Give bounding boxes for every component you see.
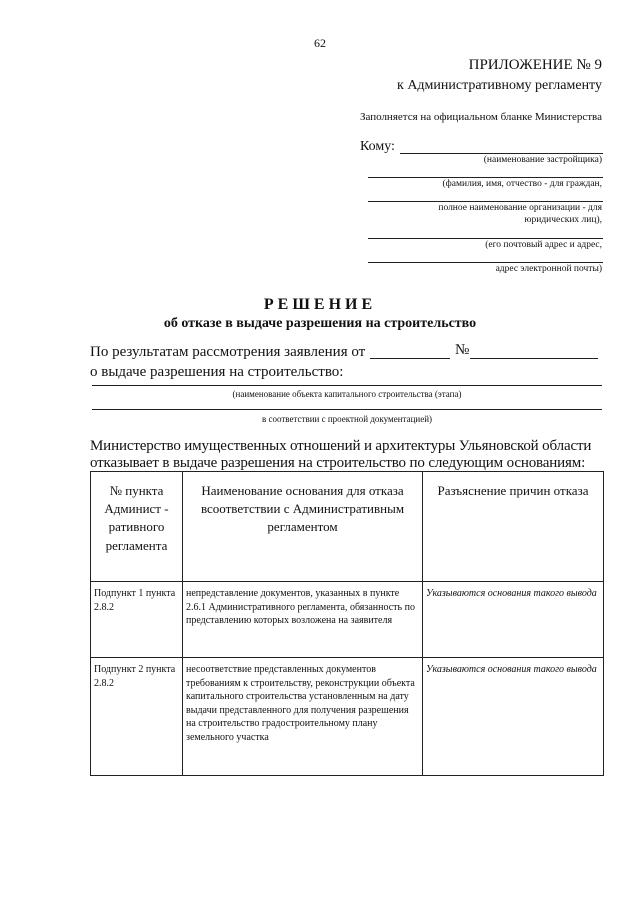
row-ground: непредставление документов, указанных в пункте 2.6.1 Административного регламента, обязанность по представлению которых возложена на заявителя [183,582,423,658]
table-header-row [91,472,604,582]
ministry-line-1: Министерство имущественных отношений и архитектуры Ульяновской области [90,438,592,454]
appendix-title: ПРИЛОЖЕНИЕ № 9 [468,57,602,73]
regulation-reference: к Административному регламенту [397,78,602,93]
header-ground: Наименование основания для отказа всоответствии с Административным регламентом [183,472,423,582]
hint-docs: в соответствии с проектной документацией) [261,414,433,424]
table-row [91,658,604,776]
application-text: По результатам рассмотрения заявления от [90,344,366,360]
docs-line [92,409,602,410]
decision-subtitle: об отказе в выдаче разрешения на строительство [163,316,477,331]
recipient-line-2 [368,177,603,178]
letterhead-note: Заполняется на официальном бланке Министерства [359,111,602,123]
recipient-line-4 [368,238,603,239]
recipient-line-3 [368,201,603,202]
table-row [91,582,604,658]
row-item: Подпункт 1 пункта 2.8.2 [91,582,183,658]
page-number: 62 [314,36,326,50]
row-item: Подпункт 2 пункта 2.8.2 [91,658,183,776]
application-date-line [370,358,450,359]
row-reason: Указываются основания такого вывода [423,658,604,776]
hint-citizen: (фамилия, имя, отчество - для граждан, [442,179,602,189]
header-reason: Разъяснение причин отказа [423,472,604,582]
hint-developer: (наименование застройщика) [483,155,602,165]
ministry-line-2: отказывает в выдаче разрешения на строительство по следующим основаниям: [90,455,586,471]
object-line [92,385,602,386]
hint-org: полное наименование организации - для [438,203,602,213]
recipient-label: Кому: [360,139,395,154]
application-number-sign: № [455,342,470,358]
application-number-line [470,358,598,359]
header-item: № пункта Админист - ративного регламента [91,472,183,582]
row-ground: несоответствие представленных документов требованиям к строительству, реконструкции объекта капитального строительства установленным на дату выдачи представленного для получения разрешения на строительство градостроительному плану земельного участка [183,658,423,776]
hint-object: (наименование объекта капитального строительства (этапа) [232,389,462,399]
recipient-line-5 [368,262,603,263]
hint-address: (его почтовый адрес и адрес, [485,240,602,250]
decision-title: РЕШЕНИЕ [263,296,377,313]
row-reason: Указываются основания такого вывода [423,582,604,658]
grounds-table [90,471,604,776]
permit-text: о выдаче разрешения на строительство: [90,364,344,380]
hint-org-2: юридических лиц), [524,215,602,225]
recipient-line-1 [400,153,603,154]
hint-email: адрес электронной почты) [495,264,602,274]
